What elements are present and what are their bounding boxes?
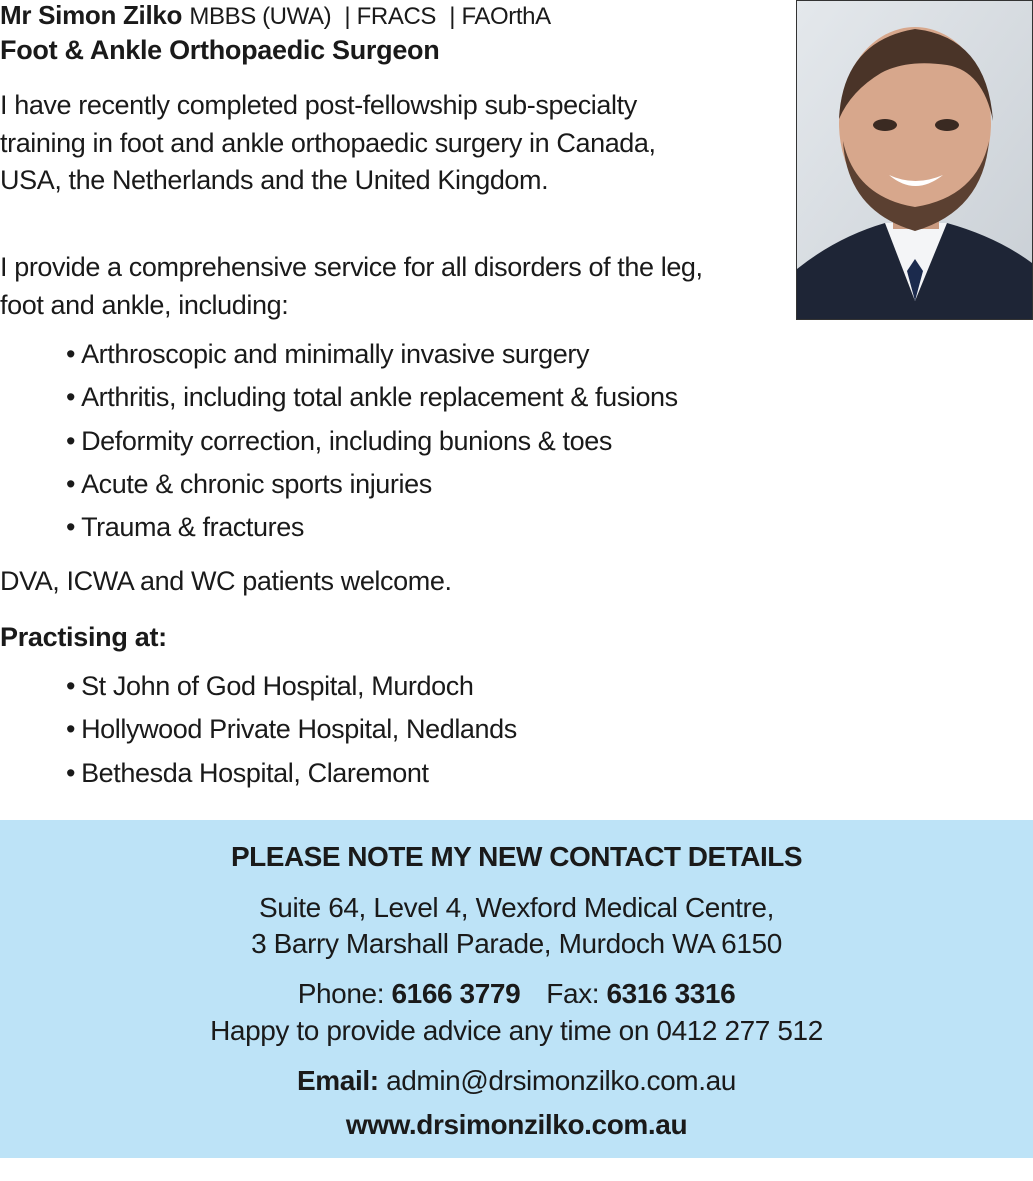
services-list [66, 333, 678, 549]
list-item: • Acute & chronic sports injuries [66, 463, 678, 506]
email-line [0, 1064, 1033, 1098]
patients-welcome-text: DVA, ICWA and WC patients welcome. [0, 566, 452, 596]
practising-locations-list [66, 665, 517, 795]
credential-separator: | [449, 3, 456, 30]
intro-paragraph-services: I provide a comprehensive service for all disorders of the leg, foot and ankle, including: [0, 252, 703, 320]
doctor-name: Mr Simon Zilko [0, 0, 183, 30]
list-item: • Arthroscopic and minimally invasive surgery [66, 333, 678, 376]
credential-fracs: FRACS [356, 3, 436, 30]
list-item: • Deformity correction, including bunions & toes [66, 420, 678, 463]
practising-heading: Practising at: [0, 622, 167, 652]
address-line-2: 3 Barry Marshall Parade, Murdoch WA 6150 [251, 928, 782, 959]
phone-label: Phone: [297, 978, 385, 1009]
credential-mbbs: MBBS (UWA) [189, 3, 332, 30]
list-item: • Trauma & fractures [66, 506, 678, 549]
phone-fax-line [0, 977, 1033, 1011]
email-link[interactable]: admin@drsimonzilko.com.au [386, 1065, 736, 1096]
credential-faortha: FAOrthA [461, 3, 551, 30]
contact-heading: PLEASE NOTE MY NEW CONTACT DETAILS [230, 841, 802, 872]
doctor-portrait-photo [796, 0, 1033, 320]
email-label: Email: [297, 1065, 379, 1096]
list-item: • St John of God Hospital, Murdoch [66, 665, 517, 708]
fax-label: Fax: [546, 978, 600, 1009]
header-name-line [0, 0, 551, 32]
list-item: • Hollywood Private Hospital, Nedlands [66, 708, 517, 751]
list-item: • Bethesda Hospital, Claremont [66, 752, 517, 795]
doctor-title: Foot & Ankle Orthopaedic Surgeon [0, 35, 440, 65]
fax-number: 6316 3316 [606, 978, 736, 1009]
portrait-illustration [797, 1, 1032, 319]
address-line-1: Suite 64, Level 4, Wexford Medical Centre, [259, 892, 774, 923]
advice-line: Happy to provide advice any time on 0412 277 512 [210, 1015, 823, 1046]
phone-number[interactable]: 6166 3779 [391, 978, 521, 1009]
intro-paragraph-training: I have recently completed post-fellowship sub-specialty training in foot and ankle orthopaedic surgery in Canada, USA, the Netherlands and the United Kingdom. [0, 90, 656, 195]
list-item: • Arthritis, including total ankle replacement & fusions [66, 376, 678, 419]
website-link[interactable]: www.drsimonzilko.com.au [345, 1109, 688, 1140]
contact-panel [0, 820, 1033, 1158]
credential-separator: | [344, 3, 351, 30]
